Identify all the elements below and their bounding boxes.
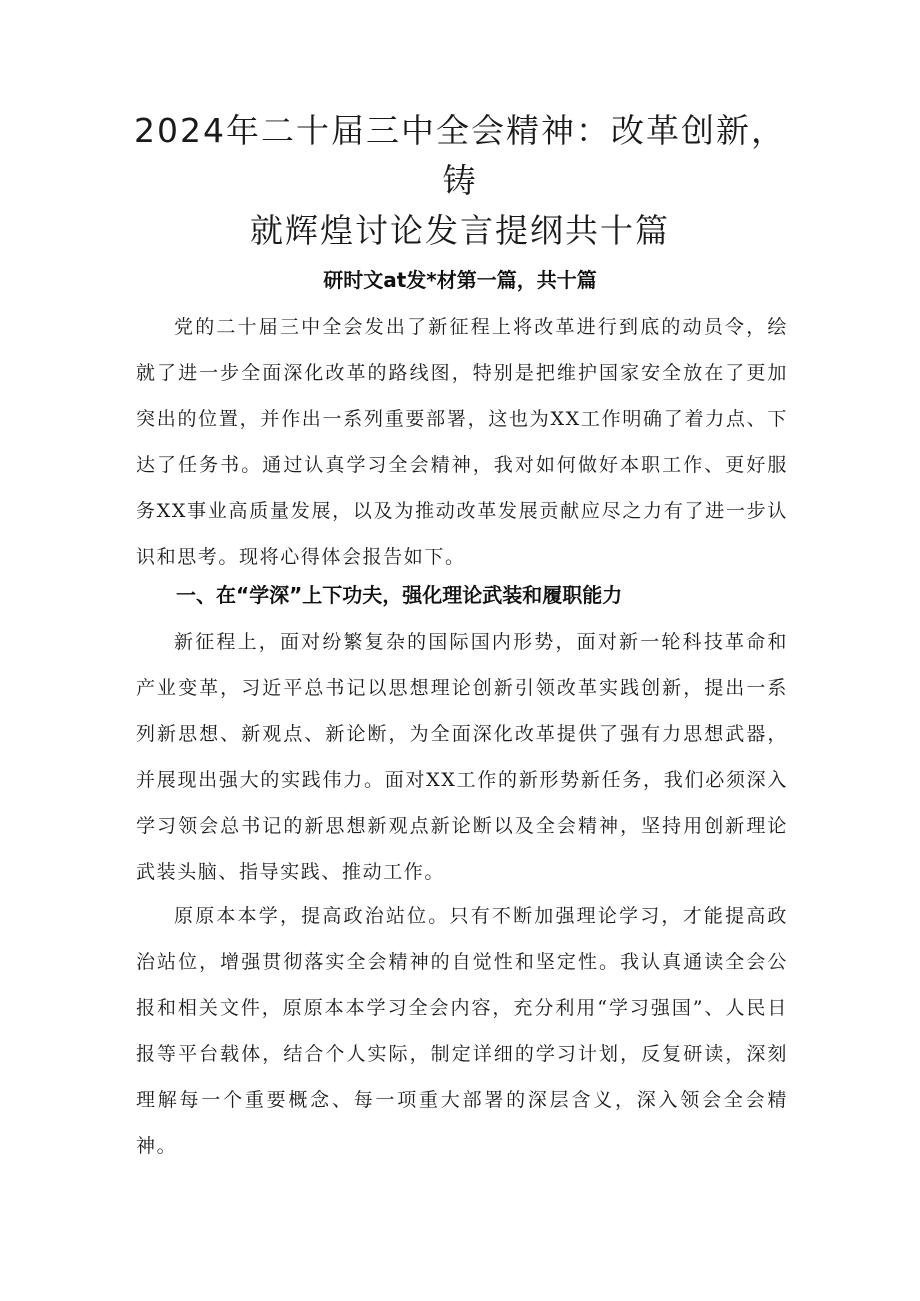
paragraph-study: 原原本本学，提高政治站位。只有不断加强理论学习，才能提高政治站位，增强贯彻落实全会精神的自觉性和坚定性。我认真通读全会公报和相关文件，原原本本学习全会内容，充分利用“学习强国”、人民日报等平台载体，结合个人实际，制定详细的学习计划，反复研读，深刻理解每一个重要概念、每一项重大部署的深层含义，深入领会全会精神。 bbox=[136, 905, 788, 1157]
document-title-line-1: 2024年二十届三中全会精神：改革创新，铸 bbox=[134, 111, 786, 200]
heading-one: 一、在“学深”上下功夫，强化理论武装和履职能力 bbox=[176, 583, 623, 607]
paragraph-intro: 党的二十届三中全会发出了新征程上将改革进行到底的动员令，绘就了进一步全面深化改革的路线图，特别是把维护国家安全放在了更加突出的位置，并作出一系列重要部署，这也为XX工作明确了着力点、下达了任务书。通过认真学习全会精神，我对如何做好本职工作、更好服务XX事业高质量发展，以及为推动改革发展贡献应尽之力有了进一步认识和思考。现将心得体会报告如下。 bbox=[136, 316, 788, 568]
document-title-line-2: 就辉煌讨论发言提纲共十篇 bbox=[250, 211, 670, 250]
document-title bbox=[120, 106, 800, 256]
section-title: 研时文at发*材第一篇，共十篇 bbox=[323, 268, 597, 292]
paragraph-context: 新征程上，面对纷繁复杂的国际国内形势，面对新一轮科技革命和产业变革，习近平总书记以思想理论创新引领改革实践创新，提出一系列新思想、新观点、新论断，为全面深化改革提供了强有力思想武器，并展现出强大的实践伟力。面对XX工作的新形势新任务，我们必须深入学习领会总书记的新思想新观点新论断以及全会精神，坚持用创新理论武装头脑、指导实践、推动工作。 bbox=[136, 631, 788, 883]
